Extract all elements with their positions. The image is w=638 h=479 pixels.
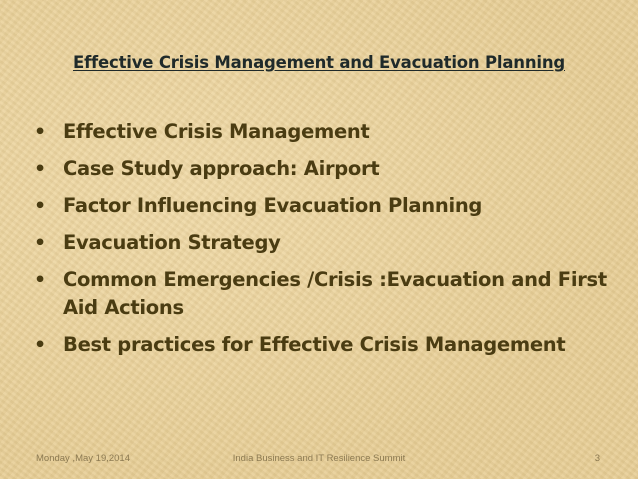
bullet-list xyxy=(34,118,614,368)
bullet-marker: • xyxy=(34,269,46,291)
bullet-item xyxy=(34,192,614,220)
bullet-item xyxy=(34,331,614,359)
bullet-text: Evacuation Strategy xyxy=(63,231,281,254)
bullet-marker: • xyxy=(34,158,46,180)
bullet-marker: • xyxy=(34,334,46,356)
footer-date: Monday ,May 19,2014 xyxy=(36,453,131,464)
bullet-text: Effective Crisis Management xyxy=(63,120,370,143)
bullet-marker: • xyxy=(34,195,46,217)
bullet-item xyxy=(34,118,614,146)
bullet-item xyxy=(34,229,614,257)
bullet-text: Factor Influencing Evacuation Planning xyxy=(63,194,483,217)
bullet-marker: • xyxy=(34,232,46,254)
footer-event-name: India Business and IT Resilience Summit xyxy=(232,453,406,464)
bullet-text: Best practices for Effective Crisis Management xyxy=(63,333,566,356)
bullet-item xyxy=(34,155,614,183)
bullet-text: Common Emergencies /Crisis :Evacuation and First Aid Actions xyxy=(63,268,607,319)
footer-page-number: 3 xyxy=(594,453,600,464)
slide-title: Effective Crisis Management and Evacuation Planning xyxy=(73,53,565,72)
bullet-item xyxy=(34,266,614,322)
bullet-text: Case Study approach: Airport xyxy=(63,157,380,180)
bullet-marker: • xyxy=(34,121,46,143)
